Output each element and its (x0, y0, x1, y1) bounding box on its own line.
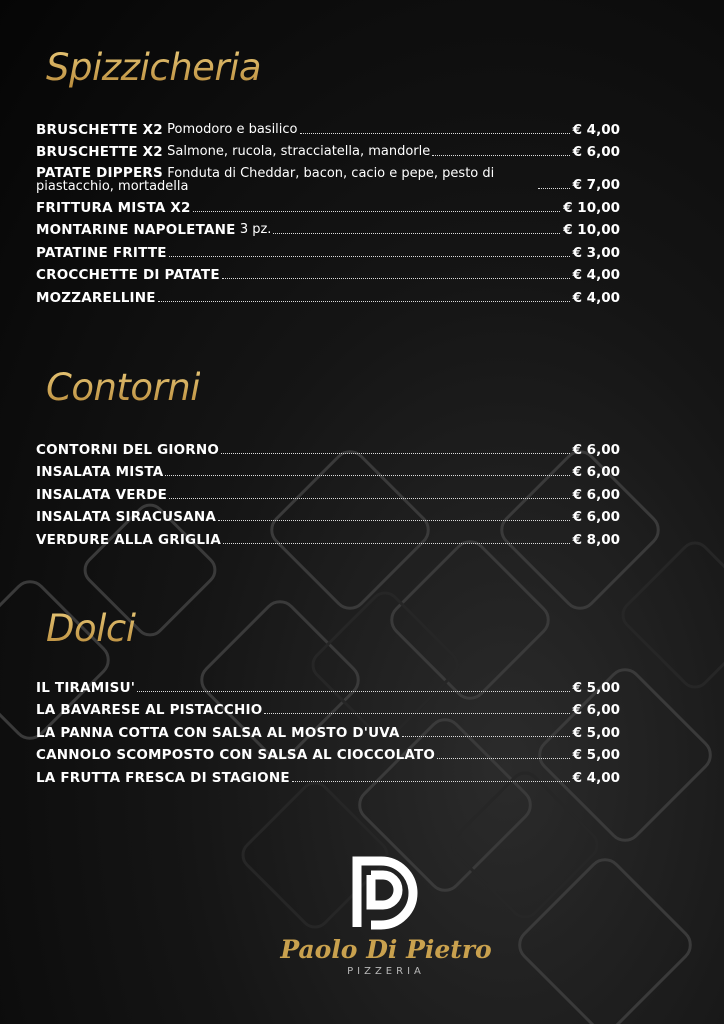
menu-item (36, 741, 620, 764)
menu-item (36, 525, 620, 548)
item-price: € 6,00 (572, 144, 620, 160)
menu-item (36, 696, 620, 719)
item-name: INSALATA VERDE (36, 486, 168, 503)
brand-name: Paolo Di Pietro (280, 935, 492, 964)
dot-leader (193, 211, 561, 212)
item-price: € 6,00 (572, 702, 620, 718)
dot-leader (432, 155, 569, 156)
item-name: PATATE DIPPERS (36, 165, 163, 181)
item-description: Fonduta di Cheddar, bacon, cacio e pepe, pesto di piastacchio, mortadella (36, 166, 495, 194)
item-name: LA PANNA COTTA CON SALSA AL MOSTO D'UVA (36, 724, 400, 741)
menu-item (36, 435, 620, 458)
item-price: € 4,00 (572, 267, 620, 283)
item-text-wrapper (36, 167, 536, 193)
menu-item (36, 261, 620, 284)
dot-leader (222, 278, 570, 279)
dot-leader (137, 691, 570, 692)
menu-item (36, 160, 620, 193)
dot-leader (264, 713, 569, 714)
item-name: INSALATA MISTA (36, 464, 164, 480)
item-price: € 4,00 (572, 289, 620, 306)
menu-item (36, 763, 620, 786)
menu-item (36, 115, 620, 138)
item-name: INSALATA SIRACUSANA (36, 509, 216, 525)
item-price: € 6,00 (572, 486, 620, 503)
item-name: IL TIRAMISU' (36, 679, 136, 696)
dot-leader (292, 781, 570, 782)
item-name: CROCCHETTE DI PATATE (36, 267, 220, 283)
item-name: VERDURE ALLA GRIGLIA (36, 531, 222, 548)
dot-leader (273, 233, 560, 234)
dot-leader (538, 188, 570, 189)
item-price: € 5,00 (572, 724, 620, 741)
dot-leader (437, 758, 569, 759)
item-price: € 5,00 (572, 679, 620, 696)
item-name: CANNOLO SCOMPOSTO CON SALSA AL CIOCCOLATO (36, 747, 436, 763)
menu-item (36, 503, 620, 526)
item-price: € 4,00 (572, 769, 620, 786)
dot-leader (300, 133, 570, 134)
menu-list-dolci (36, 673, 620, 786)
item-price: € 8,00 (572, 531, 620, 548)
dot-leader (169, 256, 570, 257)
menu-item (36, 238, 620, 261)
item-name: PATATINE FRITTE (36, 244, 167, 261)
item-name: FRITTURA MISTA X2 (36, 199, 191, 216)
item-description: 3 pz. (239, 222, 272, 237)
menu-item (36, 718, 620, 741)
dot-leader (158, 301, 570, 302)
item-price: € 7,00 (572, 177, 620, 193)
menu-item (36, 458, 620, 481)
menu-item (36, 283, 620, 306)
dot-leader (169, 498, 569, 499)
dot-leader (223, 543, 570, 544)
item-name: CONTORNI DEL GIORNO (36, 441, 220, 458)
item-price: € 6,00 (572, 464, 620, 480)
item-price: € 4,00 (572, 121, 620, 138)
item-description: Salmone, rucola, stracciatella, mandorle (167, 144, 431, 159)
pd-monogram-icon (347, 855, 425, 931)
menu-item (36, 216, 620, 239)
item-name: LA BAVARESE AL PISTACCHIO (36, 702, 263, 718)
dot-leader (165, 475, 569, 476)
section-title-dolci: Dolci (46, 607, 136, 650)
dot-leader (402, 736, 570, 737)
menu-item (36, 673, 620, 696)
item-price: € 5,00 (572, 747, 620, 763)
brand-subtitle: PIZZERIA (347, 966, 425, 977)
item-price: € 6,00 (572, 509, 620, 525)
menu-item (36, 480, 620, 503)
dot-leader (218, 520, 570, 521)
item-name: MOZZARELLINE (36, 289, 156, 306)
menu-list-contorni (36, 435, 620, 548)
item-price: € 6,00 (572, 441, 620, 458)
item-name: MONTARINE NAPOLETANE (36, 222, 236, 238)
brand-logo (280, 855, 492, 977)
dot-leader (221, 453, 570, 454)
item-name: LA FRUTTA FRESCA DI STAGIONE (36, 769, 290, 786)
menu-item (36, 138, 620, 161)
section-title-contorni: Contorni (46, 366, 201, 409)
section-title-spizzicheria: Spizzicheria (46, 46, 262, 89)
item-description: Pomodoro e basilico (167, 121, 298, 137)
item-name: BRUSCHETTE X2 (36, 144, 163, 160)
item-price: € 10,00 (563, 199, 620, 216)
item-name: BRUSCHETTE X2 (36, 121, 163, 138)
item-price: € 10,00 (563, 222, 620, 238)
menu-item (36, 193, 620, 216)
item-price: € 3,00 (572, 244, 620, 261)
menu-list-spizzicheria (36, 115, 620, 306)
